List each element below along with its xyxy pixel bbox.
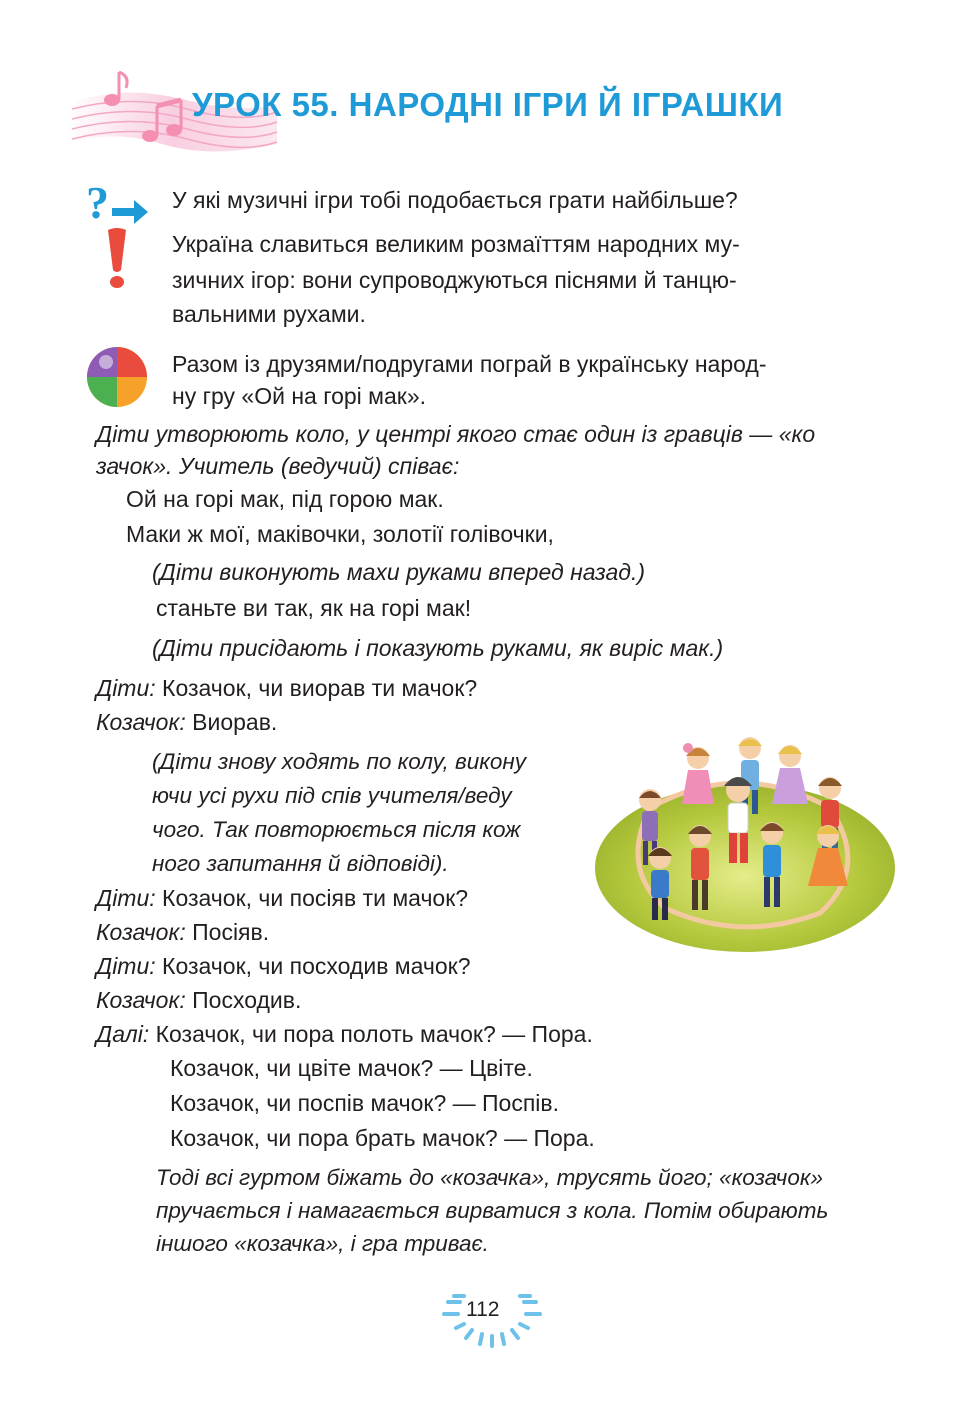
speaker: Діти: <box>96 953 156 979</box>
line-text: Козачок, чи виорав ти мачок? <box>162 675 478 701</box>
speaker: Козачок: <box>96 919 186 945</box>
speaker: Козачок: <box>96 987 186 1013</box>
line-text: Козачок, чи посіяв ти мачок? <box>162 885 469 911</box>
task-line-1: Разом із друзями/подругами пограй в українську народ- <box>172 351 767 377</box>
intro-line-2: зачок». Учитель (ведучий) співає: <box>96 453 460 479</box>
more-line-2: Козачок, чи поспів мачок? — Поспів. <box>170 1090 560 1116</box>
dialogue-line <box>96 880 468 916</box>
more-line-3: Козачок, чи пора брать мачок? — Пора. <box>170 1125 595 1151</box>
dialogue-line <box>96 1016 593 1052</box>
repeat-line-2: ючи усі рухи під спів учителя/веду <box>152 783 512 808</box>
repeat-line-4: ного запитання й відповіді). <box>152 851 449 876</box>
ending-line-3: іншого «козачка», і гра триває. <box>156 1231 489 1256</box>
note-line-2: зичних ігор: вони супроводжуються піснями й танцю- <box>172 267 737 293</box>
ending-line-2: пручається і намагається вирватися з кола. Потім обирають <box>156 1198 829 1223</box>
ball-icon <box>84 344 150 410</box>
speaker: Діти: <box>96 885 156 911</box>
song-line-2: Маки ж мої, маківочки, золотії голівочки, <box>126 521 554 547</box>
line-text: Виорав. <box>192 709 278 735</box>
repeat-line-1: (Діти знову ходять по колу, викону <box>152 749 526 774</box>
stage-direction-1: (Діти виконують махи руками вперед назад.) <box>152 559 646 585</box>
question-arrow-icon <box>84 178 150 228</box>
speaker: Діти: <box>96 675 156 701</box>
task-line-2: ну гру «Ой на горі мак». <box>172 383 427 409</box>
dialogue-line <box>96 704 277 740</box>
note-line-3: вальними рухами. <box>172 301 366 327</box>
speaker: Далі: <box>96 1021 150 1047</box>
line-text: Посходив. <box>192 987 302 1013</box>
page-number: 112 <box>466 1298 500 1321</box>
song-line-1: Ой на горі мак, під горою мак. <box>126 486 444 512</box>
more-line-1: Козачок, чи цвіте мачок? — Цвіте. <box>170 1055 533 1081</box>
line-text: Посіяв. <box>192 919 270 945</box>
svg-text:?: ? <box>86 178 109 228</box>
round-dance-illustration <box>590 718 900 958</box>
repeat-line-3: чого. Так повторюється після кож <box>152 817 521 842</box>
intro-line-1: Діти утворюють коло, у центрі якого стає один із гравців — «ко <box>96 421 816 447</box>
line-text: Козачок, чи посходив мачок? <box>162 953 471 979</box>
dialogue-line <box>96 670 477 706</box>
page-title: УРОК 55. НАРОДНІ ІГРИ Й ІГРАШКИ <box>192 86 784 123</box>
dialogue-line <box>96 948 471 984</box>
stage-direction-2: (Діти присідають і показують руками, як виріс мак.) <box>152 635 724 661</box>
song-line-3: станьте ви так, як на горі мак! <box>156 595 472 621</box>
dialogue-line <box>96 982 301 1018</box>
dialogue-line <box>96 914 269 950</box>
line-text: Козачок, чи пора полоть мачок? — Пора. <box>155 1021 593 1047</box>
question-text: У які музичні ігри тобі подобається грати найбільше? <box>172 187 738 213</box>
exclamation-icon <box>100 226 134 292</box>
note-line-1: Україна славиться великим розмаїттям народних му- <box>172 231 740 257</box>
ending-line-1: Тоді всі гуртом біжать до «козачка», трусять його; «козачок» <box>156 1165 823 1190</box>
speaker: Козачок: <box>96 709 186 735</box>
